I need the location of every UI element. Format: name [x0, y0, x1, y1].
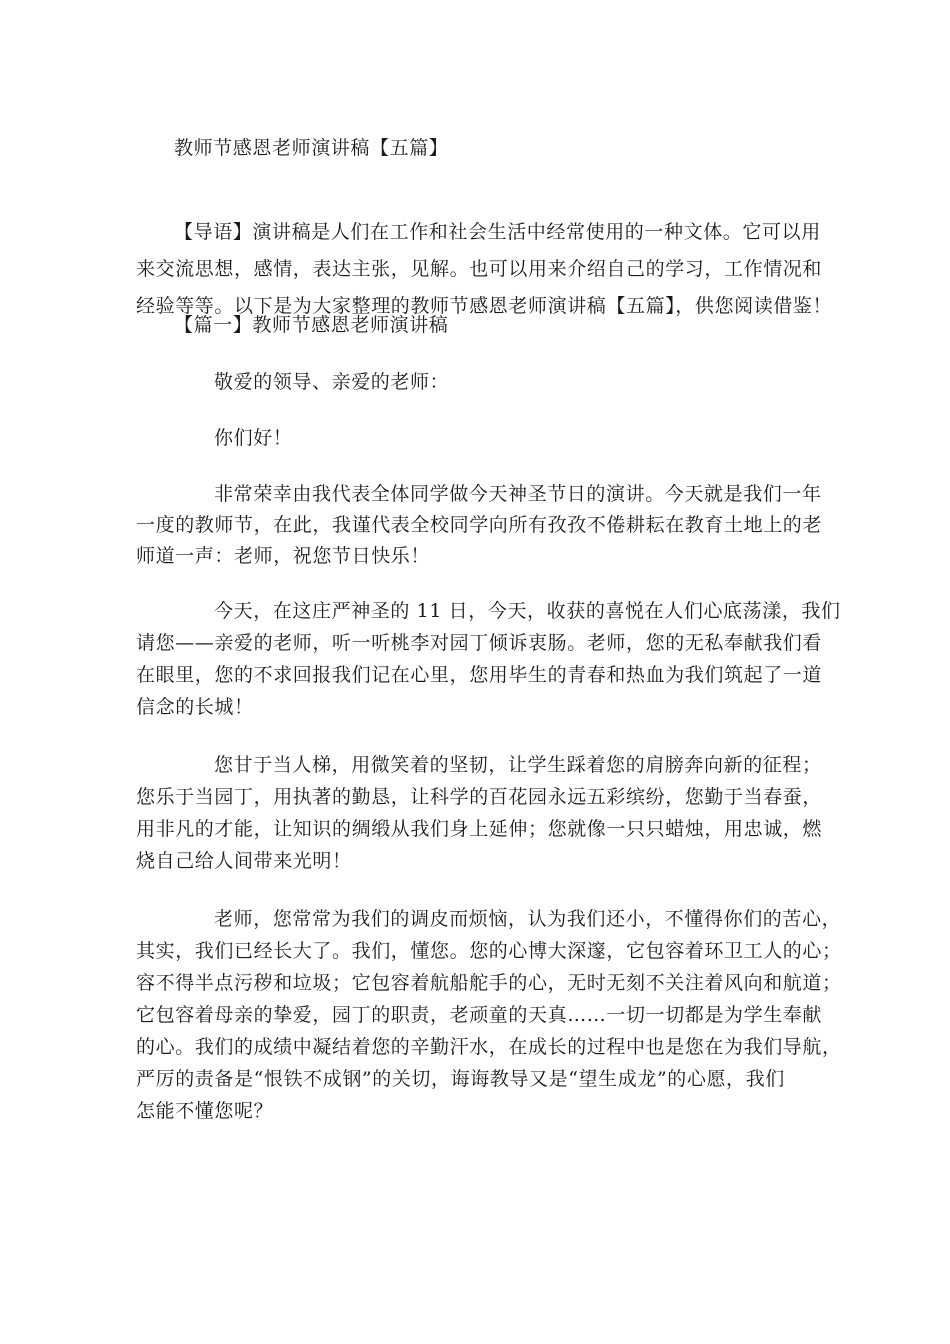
greeting: 你们好！	[214, 427, 293, 449]
paragraph1-line-3: 师道一声：老师，祝您节日快乐！	[136, 545, 431, 567]
intro-line-1: 【导语】演讲稿是人们在工作和社会生活中经常使用的一种文体。它可以用	[174, 221, 821, 243]
paragraph2-line-1: 今天，在这庄严神圣的 11 日，今天，收获的喜悦在人们心底荡漾，我们	[214, 600, 841, 622]
intro-line-2: 来交流思想，感情，表达主张，见解。也可以用来介绍自己的学习，工作情况和	[136, 258, 823, 280]
paragraph4-line-6: 严厉的责备是“恨铁不成钢”的关切，诲诲教导又是“望生成龙”的心愿，我们	[136, 1068, 785, 1090]
intro-line-3: 经验等等。以下是为大家整理的教师节感恩老师演讲稿【五篇】，供您阅读借鉴！	[136, 295, 833, 317]
paragraph3-line-4: 烧自己给人间带来光明！	[136, 850, 352, 872]
paragraph2-line-4: 信念的长城！	[136, 696, 254, 718]
section-heading: 【篇一】教师节感恩老师演讲稿	[174, 314, 449, 336]
paragraph4-line-2: 其实，我们已经长大了。我们，懂您。您的心博大深邃，它包容着环卫工人的心；	[136, 940, 842, 962]
document-title: 教师节感恩老师演讲稿【五篇】	[174, 137, 449, 159]
paragraph4-line-7: 怎能不懂您呢？	[136, 1100, 274, 1122]
paragraph4-line-1: 老师，您常常为我们的调皮而烦恼，认为我们还小，不懂得你们的苦心，	[214, 908, 842, 930]
paragraph1-line-2: 一度的教师节，在此，我谨代表全校同学向所有孜孜不倦耕耘在教育土地上的老	[136, 514, 823, 536]
paragraph3-line-3: 用非凡的才能，让知识的绸缎从我们身上延伸；您就像一只只蜡烛，用忠诚，燃	[136, 818, 823, 840]
paragraph4-line-4: 它包容着母亲的挚爱，园丁的职责，老顽童的天真……一切一切都是为学生奉献	[136, 1004, 823, 1026]
paragraph4-line-5: 的心。我们的成绩中凝结着您的辛勤汗水，在成长的过程中也是您在为我们导航，	[136, 1036, 842, 1058]
salutation: 敬爱的领导、亲爱的老师：	[214, 371, 450, 393]
paragraph1-line-1: 非常荣幸由我代表全体同学做今天神圣节日的演讲。今天就是我们一年	[214, 483, 822, 505]
paragraph3-line-2: 您乐于当园丁，用执著的勤恳，让科学的百花园永远五彩缤纷，您勤于当春蚕，	[136, 786, 823, 808]
paragraph2-line-2: 请您——亲爱的老师，听一听桃李对园丁倾诉衷肠。老师，您的无私奉献我们看	[136, 632, 823, 654]
paragraph2-line-3: 在眼里，您的不求回报我们记在心里，您用毕生的青春和热血为我们筑起了一道	[136, 664, 823, 686]
paragraph4-line-3: 容不得半点污秽和垃圾；它包容着航船舵手的心，无时无刻不关注着风向和航道；	[136, 972, 842, 994]
paragraph3-line-1: 您甘于当人梯，用微笑着的坚韧，让学生踩着您的肩膀奔向新的征程；	[214, 754, 822, 776]
